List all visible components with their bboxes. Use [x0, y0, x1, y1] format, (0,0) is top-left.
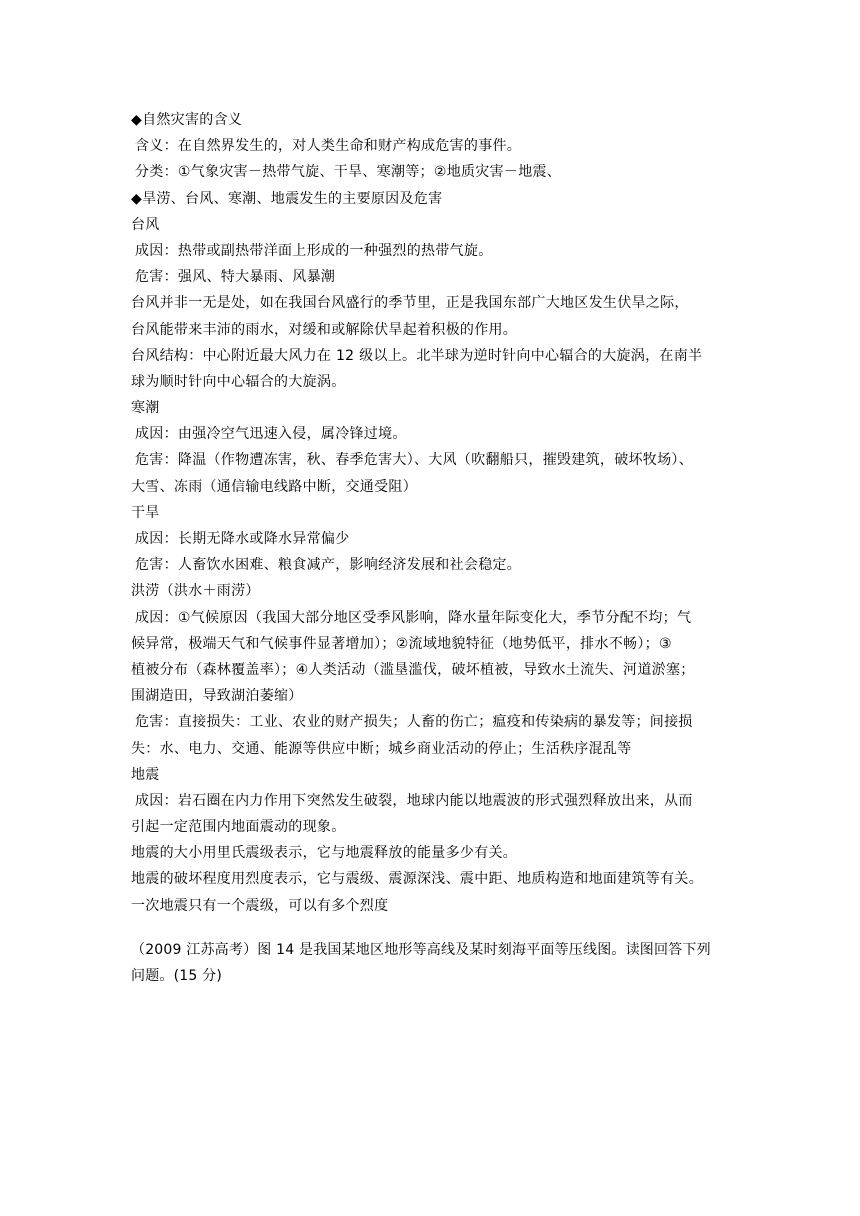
text-line: 球为顺时针向中心辐合的大旋涡。 — [131, 373, 346, 390]
text-line: 危害：人畜饮水困难、粮食减产，影响经济发展和社会稳定。 — [135, 557, 522, 574]
text-line: 成因：长期无降水或降水异常偏少 — [135, 531, 350, 547]
text-line: 成因：①气候原因（我国大部分地区受季风影响，降水量年际变化大，季节分配不均；气 — [135, 609, 692, 626]
text-line: 地震的大小用里氏震级表示，它与地震释放的能量多少有关。 — [131, 845, 518, 862]
question-section — [131, 937, 737, 989]
text-line: 候异常，极端天气和气候事件显著增加）；②流域地貌特征（地势低平，排水不畅）；③ — [131, 635, 672, 652]
notes-section — [131, 107, 737, 919]
text-line: 危害：强风、特大暴雨、风暴潮 — [135, 269, 336, 286]
text-line: 成因：热带或副热带洋面上形成的一种强烈的热带气旋。 — [135, 242, 493, 259]
text-line: 含义：在自然界发生的，对人类生命和财产构成危害的事件。 — [135, 138, 522, 155]
text-line: 地震的破坏程度用烈度表示，它与震级、震源深浅、震中距、地质构造和地面建筑等有关。 — [131, 871, 703, 888]
text-line: 成因：岩石圈在内力作用下突然发生破裂，地球内能以地震波的形式强烈释放出来，从而 — [135, 792, 693, 809]
text-line: 引起一定范围内地面震动的现象。 — [131, 819, 346, 836]
text-line: 台风 — [131, 216, 160, 233]
text-line: 成因：由强冷空气迅速入侵，属冷锋过境。 — [135, 426, 407, 443]
text-line: 台风并非一无是处，如在我国台风盛行的季节里，正是我国东部广大地区发生伏旱之际， — [131, 295, 689, 312]
question-line: （2009 江苏高考）图 14 是我国某地区地形等高线及某时刻海平面等压线图。读图回答下列 — [131, 941, 711, 958]
text-line: 分类：①气象灾害－热带气旋、干旱、寒潮等；②地质灾害－地震、 — [135, 164, 562, 181]
question-line: 问题。(15 分) — [131, 967, 222, 984]
text-line: 干旱 — [131, 504, 160, 521]
text-line: 寒潮 — [131, 400, 160, 417]
text-line: 台风能带来丰沛的雨水，对缓和或解除伏旱起着积极的作用。 — [131, 321, 518, 338]
text-line: 台风结构：中心附近最大风力在 12 级以上。北半球为逆时针向中心辐合的大旋涡，在南半 — [131, 347, 703, 364]
text-line: 大雪、冻雨（通信输电线路中断，交通受阻） — [131, 478, 417, 495]
text-line: 地震 — [131, 766, 160, 783]
text-line: 植被分布（森林覆盖率）；④人类活动（滥垦滥伐，破坏植被，导致水土流失、河道淤塞； — [131, 661, 695, 678]
text-line: ◆旱涝、台风、寒潮、地震发生的主要原因及危害 — [131, 190, 443, 207]
text-line: 危害：直接损失：工业、农业的财产损失；人畜的伤亡；瘟疫和传染病的暴发等；间接损 — [135, 714, 693, 731]
section-gap — [131, 919, 737, 937]
document-body — [131, 107, 737, 989]
text-line: 围湖造田，导致湖泊萎缩） — [131, 688, 303, 705]
text-line: 危害：降温（作物遭冻害，秋、春季危害大）、大风（吹翻船只，摧毁建筑，破坏牧场）、 — [135, 452, 693, 469]
text-line: 一次地震只有一个震级，可以有多个烈度 — [131, 897, 389, 914]
text-line: 失：水、电力、交通、能源等供应中断；城乡商业活动的停止；生活秩序混乱等 — [131, 740, 632, 757]
text-line: ◆自然灾害的含义 — [131, 112, 243, 128]
text-line: 洪涝（洪水＋雨涝） — [131, 583, 260, 600]
